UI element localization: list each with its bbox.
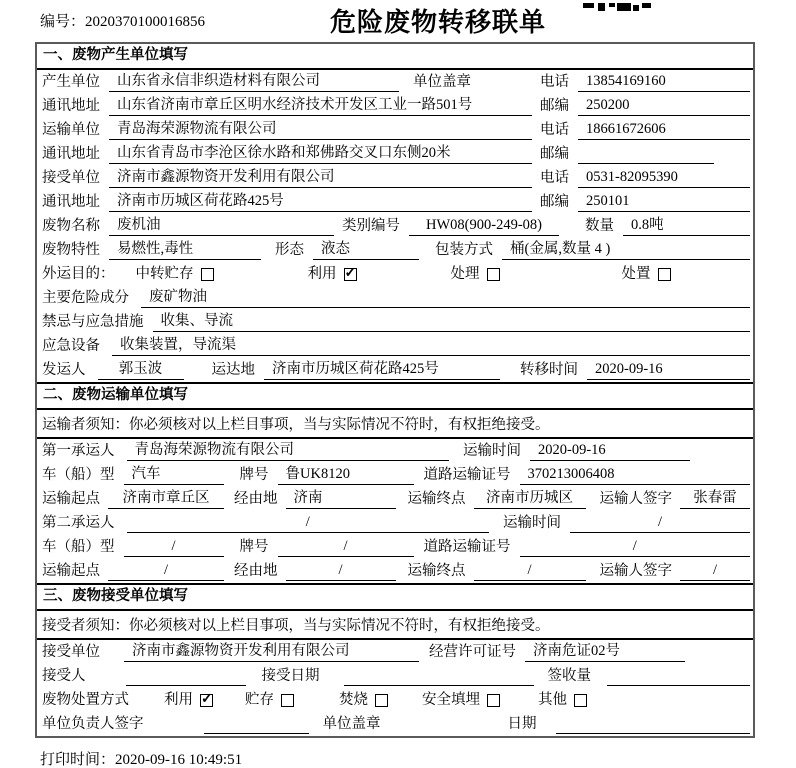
serial-value: 2020370100016856 (85, 14, 206, 30)
row-transporter-unit (37, 118, 753, 142)
section2-header: 二、废物运输单位填写 (37, 382, 753, 410)
transporter-unit-label: 运输单位 (42, 122, 100, 138)
row-transporter-address (37, 142, 753, 166)
carrier1-time-value: 2020-09-16 (530, 441, 690, 461)
accept-date-label: 接受日期 (261, 668, 320, 684)
carrier2-value: / (127, 513, 490, 533)
carrier2-via-value: / (286, 561, 396, 581)
transporter-zip-group (540, 145, 750, 164)
address-label: 通讯地址 (42, 194, 100, 210)
purpose-label: 外运目的： (42, 266, 115, 282)
transfer-date-value: 2020-09-16 (587, 360, 750, 380)
form-label: 形态 (275, 242, 304, 258)
date-label: 日期 (507, 716, 537, 732)
purpose-option-storage (136, 265, 214, 284)
receiver-notice: 接受者须知：你必须核对以上栏目事项，当与实际情况不符时，有权拒绝接受。 (37, 611, 753, 640)
phone-label: 电话 (540, 74, 569, 90)
waste-name-label: 废物名称 (42, 218, 100, 234)
checkbox (375, 694, 388, 707)
disposal-option-other (538, 691, 587, 710)
transfer-form (35, 42, 755, 738)
checkbox-label: 处置 (621, 266, 651, 282)
row-hazard-components (37, 286, 753, 310)
receiver-zip-value: 250101 (578, 192, 750, 212)
vehicle-type-label: 车（船）型 (42, 539, 115, 555)
shipper-value: 郭玉波 (98, 360, 184, 380)
carrier2-sign-value: / (680, 561, 750, 581)
carrier1-vehicle-value: 汽车 (124, 465, 224, 485)
checkbox (281, 694, 294, 707)
via-label: 经由地 (234, 563, 278, 579)
carrier2-time-value: / (570, 513, 750, 533)
quantity-value: 0.8吨 (623, 216, 750, 236)
hazard-label: 主要危险成分 (42, 290, 129, 306)
receiver-unit-label: 接受单位 (42, 170, 100, 186)
quantity-label: 数量 (585, 218, 614, 234)
receiver-phone-group (540, 168, 750, 188)
section3-header: 三、废物接受单位填写 (37, 583, 753, 611)
carrier2-origin-value: / (108, 561, 224, 581)
row-receiver-unit (37, 166, 753, 190)
disposal-option-incinerate (339, 691, 388, 710)
transporter-notice: 运输者须知：你必须核对以上栏目事项，当与实际情况不符时，有权拒绝接受。 (37, 410, 753, 439)
precautions-label: 禁忌与应急措施 (42, 314, 144, 330)
checkbox-label: 贮存 (245, 692, 274, 708)
address-label: 通讯地址 (42, 98, 100, 114)
row-producer-address (37, 94, 753, 118)
carrier1-plate-value: 鲁UK8120 (278, 465, 414, 485)
acceptor-value (126, 667, 246, 686)
road-permit-label: 道路运输证号 (423, 467, 511, 483)
qr-code-partial (583, 0, 651, 10)
carrier1-value: 青岛海荣源物流有限公司 (127, 441, 450, 461)
license-value: 济南危证02号 (525, 642, 685, 662)
road-permit-label: 道路运输证号 (423, 539, 511, 555)
principal-sign-value (204, 715, 309, 734)
serial-label: 编号： (40, 14, 86, 30)
checkbox-label: 其他 (538, 692, 567, 708)
row-carrier1-route (37, 487, 753, 511)
producer-address-value: 山东省济南市章丘区明水经济技术开发区工业一路501号 (109, 96, 532, 116)
checkbox (574, 694, 587, 707)
disposal-label: 废物处置方式 (42, 692, 129, 708)
precautions-value: 收集、导流 (153, 312, 751, 332)
receiver-address-value: 济南市历城区荷花路425号 (109, 192, 532, 212)
transporter-phone-value: 18661672606 (578, 120, 750, 140)
carrier2-label: 第二承运人 (42, 515, 115, 531)
equipment-value: 收集装置，导流渠 (112, 336, 750, 356)
checkbox-label: 处理 (450, 266, 480, 282)
vehicle-type-label: 车（船）型 (42, 467, 115, 483)
checkbox-label: 焚烧 (339, 692, 368, 708)
zip-label: 邮编 (540, 146, 569, 162)
row-acceptor (37, 664, 753, 688)
purpose-option-dispose (622, 265, 671, 284)
zip-label: 邮编 (540, 194, 569, 210)
checkbox (201, 268, 214, 281)
disposal-option-landfill (422, 691, 500, 710)
print-time-value: 2020-09-16 10:49:51 (115, 752, 243, 768)
carrier1-end-value: 济南市历城区 (474, 489, 586, 509)
carrier2-plate-value: / (278, 537, 414, 557)
terminus-label: 运输终点 (407, 563, 466, 579)
category-label: 类别编号 (342, 218, 400, 234)
producer-phone-value: 13854169160 (578, 72, 750, 92)
destination-value: 济南市历城区荷花路425号 (264, 360, 500, 380)
carrier2-permit-value: / (520, 537, 751, 557)
producer-zip-value: 250200 (578, 96, 750, 116)
zip-label: 邮编 (540, 98, 569, 114)
received-qty-value (607, 667, 750, 686)
row-waste-characteristics (37, 238, 753, 262)
packaging-value: 桶(金属,数量 4 ) (502, 240, 750, 260)
row-producer-unit (37, 70, 753, 94)
producer-phone-group (540, 72, 750, 92)
producer-zip-group (540, 96, 750, 116)
transporter-sign-label: 运输人签字 (599, 491, 672, 507)
plate-number-label: 牌号 (239, 539, 269, 555)
date-value (556, 715, 751, 734)
received-qty-label: 签收量 (547, 668, 591, 684)
address-label: 通讯地址 (42, 146, 100, 162)
receiver-zip-group (540, 192, 750, 212)
disposal-option-storage (245, 691, 294, 710)
shipper-label: 发运人 (42, 362, 86, 378)
origin-label: 运输起点 (42, 563, 100, 579)
terminus-label: 运输终点 (407, 491, 466, 507)
carrier1-origin-value: 济南市章丘区 (108, 489, 224, 509)
disposal-option-utilize (164, 691, 213, 710)
checkbox (344, 268, 357, 281)
carrier2-end-value: / (474, 561, 586, 581)
phone-label: 电话 (540, 170, 569, 186)
transfer-date-label: 转移时间 (520, 362, 578, 378)
license-label: 经营许可证号 (429, 644, 516, 660)
carrier1-label: 第一承运人 (42, 443, 115, 459)
accept-unit-value: 济南市鑫源物资开发利用有限公司 (124, 642, 419, 662)
accept-date-value (344, 667, 534, 686)
row-waste-name (37, 214, 753, 238)
carrier2-vehicle-value: / (124, 537, 224, 557)
checkbox-label: 中转贮存 (135, 266, 194, 282)
transporter-unit-value: 青岛海荣源物流有限公司 (109, 120, 532, 140)
purpose-option-utilize (308, 265, 357, 284)
row-carrier2 (37, 511, 753, 535)
row-receiver-address (37, 190, 753, 214)
characteristics-label: 废物特性 (42, 242, 100, 258)
row-carrier2-vehicle (37, 535, 753, 559)
page-title: 危险废物转移联单 (330, 7, 547, 37)
checkbox (658, 268, 671, 281)
row-carrier2-route (37, 559, 753, 583)
phone-label: 电话 (540, 122, 569, 138)
unit-seal-label: 单位盖章 (413, 74, 471, 90)
checkbox (487, 694, 500, 707)
transport-time-label: 运输时间 (503, 515, 561, 531)
principal-sign-label: 单位负责人签字 (42, 716, 144, 732)
print-time-label: 打印时间： (40, 752, 116, 768)
characteristics-value: 易燃性,毒性 (109, 240, 261, 260)
checkbox (200, 694, 213, 707)
checkbox (487, 268, 500, 281)
print-time (40, 748, 242, 768)
transport-time-label: 运输时间 (463, 443, 521, 459)
unit-seal-label: 单位盖章 (322, 716, 381, 732)
carrier1-permit-value: 370213006408 (520, 465, 751, 485)
section1-header: 一、废物产生单位填写 (37, 44, 753, 70)
transporter-phone-group (540, 120, 750, 140)
row-emergency-equipment (37, 334, 753, 358)
via-label: 经由地 (234, 491, 278, 507)
row-transport-purpose (37, 262, 753, 286)
checkbox-label: 利用 (307, 266, 337, 282)
accept-unit-label: 接受单位 (42, 644, 100, 660)
form-value: 液态 (313, 240, 419, 260)
purpose-option-treat (451, 265, 500, 284)
row-disposal-method (37, 688, 753, 712)
receiver-unit-value: 济南市鑫源物资开发利用有限公司 (109, 168, 532, 188)
waste-name-value: 废机油 (109, 216, 334, 236)
row-principal-signature (37, 712, 753, 736)
origin-label: 运输起点 (42, 491, 100, 507)
row-precautions (37, 310, 753, 334)
serial-number (40, 10, 205, 31)
carrier1-via-value: 济南 (286, 489, 396, 509)
transporter-zip-value (578, 145, 714, 164)
row-carrier1 (37, 439, 753, 463)
producer-unit-label: 产生单位 (42, 74, 100, 90)
acceptor-label: 接受人 (42, 668, 86, 684)
destination-label: 运达地 (211, 362, 255, 378)
transporter-sign-label: 运输人签字 (599, 563, 672, 579)
row-shipper (37, 358, 753, 382)
producer-unit-value: 山东省永信非织造材料有限公司 (109, 72, 399, 92)
category-value: HW08(900-249-08) (409, 216, 559, 236)
equipment-label: 应急设备 (42, 338, 100, 354)
carrier1-sign-value: 张春雷 (680, 489, 750, 509)
hazard-value: 废矿物油 (141, 288, 750, 308)
transporter-address-value: 山东省青岛市李沧区徐水路和郑佛路交叉口东侧20米 (109, 144, 532, 164)
row-carrier1-vehicle (37, 463, 753, 487)
receiver-phone-value: 0531-82095390 (578, 168, 750, 188)
packaging-label: 包装方式 (435, 242, 493, 258)
checkbox-label: 安全填埋 (422, 692, 480, 708)
checkbox-label: 利用 (164, 692, 193, 708)
row-accept-unit (37, 640, 753, 664)
plate-number-label: 牌号 (239, 467, 269, 483)
